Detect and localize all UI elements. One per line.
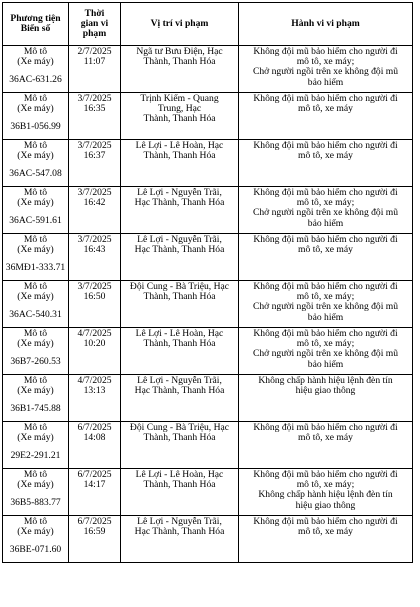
location-line: Hạc Thành, Thanh Hóa bbox=[134, 526, 225, 538]
violation-line: mô tô, xe máy; bbox=[296, 197, 355, 209]
location-line: Hạc Thành, Thanh Hóa bbox=[134, 244, 225, 256]
location-cell bbox=[121, 46, 239, 93]
license-plate: 36AC-591.61 bbox=[9, 215, 62, 227]
location-line: Lê Lợi - Lê Hoàn, Hạc bbox=[135, 140, 224, 151]
violation-line: hiệu giao thông bbox=[295, 499, 356, 511]
table-row bbox=[3, 93, 413, 140]
location-line: Đội Cung - Bà Triệu, Hạc bbox=[129, 281, 230, 292]
violation-line: mô tô, xe máy; bbox=[296, 56, 355, 68]
location-cell bbox=[121, 281, 239, 328]
violation-time: 16:42 bbox=[83, 197, 106, 209]
violation-cell bbox=[239, 469, 413, 516]
violations-table bbox=[2, 2, 413, 563]
license-plate: 36AC-631.26 bbox=[9, 74, 62, 86]
table-row bbox=[3, 328, 413, 375]
location-cell bbox=[121, 234, 239, 281]
license-plate: 36AC-540.31 bbox=[9, 309, 62, 321]
violation-line: Chở người ngồi trên xe không đội mũ bbox=[252, 301, 399, 313]
violation-line: Không đội mũ bảo hiểm cho người đi bbox=[253, 234, 398, 245]
violation-time: 16:35 bbox=[83, 103, 106, 115]
vehicle-type: (Xe máy) bbox=[17, 150, 54, 162]
location-cell bbox=[121, 469, 239, 516]
violation-cell bbox=[239, 46, 413, 93]
violation-time: 13:13 bbox=[83, 385, 106, 397]
vehicle-type: (Xe máy) bbox=[17, 432, 54, 444]
header-time bbox=[69, 3, 121, 46]
vehicle-kind: Mô tô bbox=[23, 140, 48, 151]
header-time-line1: Thời bbox=[84, 7, 105, 19]
location-line: Thành, Thanh Hóa bbox=[143, 432, 216, 444]
violation-cell bbox=[239, 234, 413, 281]
vehicle-type: (Xe máy) bbox=[17, 526, 54, 538]
violation-line: Không đội mũ bảo hiểm cho người đi bbox=[253, 46, 398, 57]
vehicle-cell bbox=[3, 516, 69, 563]
vehicle-kind: Mô tô bbox=[23, 93, 48, 104]
vehicle-kind: Mô tô bbox=[23, 422, 48, 433]
vehicle-type: (Xe máy) bbox=[17, 197, 54, 209]
violation-time: 11:07 bbox=[83, 56, 106, 68]
violation-cell bbox=[239, 328, 413, 375]
location-line: Lê Lợi - Nguyễn Trãi, bbox=[137, 234, 222, 245]
location-cell bbox=[121, 328, 239, 375]
violation-line: mô tô, xe máy bbox=[298, 526, 353, 538]
violation-line: hiệu giao thông bbox=[295, 385, 356, 397]
location-line: Thành, Thanh Hóa bbox=[143, 479, 216, 491]
table-row bbox=[3, 281, 413, 328]
table-row bbox=[3, 516, 413, 563]
location-line: Ngã tư Bưu Điện, Hạc bbox=[136, 46, 223, 57]
violation-date: 3/7/2025 bbox=[77, 187, 112, 198]
violation-line: Không đội mũ bảo hiểm cho người đi bbox=[253, 328, 398, 339]
location-line: Thành, Thanh Hóa bbox=[143, 56, 216, 68]
location-cell bbox=[121, 187, 239, 234]
vehicle-cell bbox=[3, 469, 69, 516]
location-line: Thành, Thanh Hóa bbox=[143, 150, 216, 162]
violation-line: mô tô, xe máy bbox=[298, 103, 353, 115]
time-cell bbox=[69, 46, 121, 93]
location-line: Trịnh Kiểm - Quang bbox=[140, 93, 219, 104]
vehicle-cell bbox=[3, 234, 69, 281]
vehicle-kind: Mô tô bbox=[23, 187, 48, 198]
violation-date: 3/7/2025 bbox=[77, 140, 112, 151]
violation-time: 16:50 bbox=[83, 291, 106, 303]
vehicle-type: (Xe máy) bbox=[17, 385, 54, 397]
violation-time: 10:20 bbox=[83, 338, 106, 350]
license-plate: 36B7-260.53 bbox=[10, 356, 61, 368]
time-cell bbox=[69, 281, 121, 328]
violation-time: 16:37 bbox=[83, 150, 106, 162]
violation-cell bbox=[239, 140, 413, 187]
location-line: Thành, Thanh Hóa bbox=[143, 338, 216, 350]
vehicle-cell bbox=[3, 93, 69, 140]
violation-line: bảo hiểm bbox=[307, 358, 344, 370]
location-line: Thành, Thanh Hóa bbox=[143, 291, 216, 303]
vehicle-cell bbox=[3, 375, 69, 422]
violation-line: Chở người ngồi trên xe không đội mũ bbox=[252, 207, 399, 219]
vehicle-cell bbox=[3, 328, 69, 375]
violation-cell bbox=[239, 281, 413, 328]
violation-time: 14:17 bbox=[83, 479, 106, 491]
time-cell bbox=[69, 422, 121, 469]
vehicle-type: (Xe máy) bbox=[17, 338, 54, 350]
violation-line: Không đội mũ bảo hiểm cho người đi bbox=[253, 422, 398, 433]
violation-line: Chở người ngồi trên xe không đội mũ bbox=[252, 348, 399, 360]
vehicle-cell bbox=[3, 281, 69, 328]
violation-date: 3/7/2025 bbox=[77, 93, 112, 104]
vehicle-cell bbox=[3, 187, 69, 234]
time-cell bbox=[69, 187, 121, 234]
location-cell bbox=[121, 93, 239, 140]
vehicle-kind: Mô tô bbox=[23, 469, 48, 480]
violation-date: 4/7/2025 bbox=[77, 375, 112, 386]
vehicle-type: (Xe máy) bbox=[17, 56, 54, 68]
license-plate: 36MĐ1-333.71 bbox=[5, 262, 66, 274]
violation-line: Không đội mũ bảo hiểm cho người đi bbox=[253, 93, 398, 104]
violation-time: 16:43 bbox=[83, 244, 106, 256]
table-row bbox=[3, 375, 413, 422]
table-row bbox=[3, 422, 413, 469]
license-plate: 29E2-291.21 bbox=[10, 450, 61, 462]
violation-line: Chở người ngồi trên xe không đội mũ bbox=[252, 66, 399, 78]
vehicle-type: (Xe máy) bbox=[17, 244, 54, 256]
violation-line: bảo hiểm bbox=[307, 76, 344, 88]
violation-line: Không đội mũ bảo hiểm cho người đi bbox=[253, 516, 398, 527]
location-line: Lê Lợi - Lê Hoàn, Hạc bbox=[135, 469, 224, 480]
location-line: Hạc Thành, Thanh Hóa bbox=[134, 385, 225, 397]
violation-date: 6/7/2025 bbox=[77, 469, 112, 480]
violation-date: 3/7/2025 bbox=[77, 234, 112, 245]
vehicle-kind: Mô tô bbox=[23, 516, 48, 527]
table-body bbox=[3, 46, 413, 563]
location-line: Lê Lợi - Lê Hoàn, Hạc bbox=[135, 328, 224, 339]
vehicle-cell bbox=[3, 140, 69, 187]
location-cell bbox=[121, 422, 239, 469]
license-plate: 36B1-056.99 bbox=[10, 121, 61, 133]
time-cell bbox=[69, 234, 121, 281]
header-violation: Hành vi vi phạm bbox=[239, 3, 413, 46]
vehicle-type: (Xe máy) bbox=[17, 291, 54, 303]
table-row bbox=[3, 46, 413, 93]
violation-line: mô tô, xe máy; bbox=[296, 479, 355, 491]
violation-line: mô tô, xe máy bbox=[298, 432, 353, 444]
vehicle-kind: Mô tô bbox=[23, 328, 48, 339]
violation-cell bbox=[239, 516, 413, 563]
vehicle-kind: Mô tô bbox=[23, 375, 48, 386]
violation-date: 3/7/2025 bbox=[77, 281, 112, 292]
violation-line: mô tô, xe máy; bbox=[296, 338, 355, 350]
violation-line: bảo hiểm bbox=[307, 217, 344, 229]
violation-line: bảo hiểm bbox=[307, 311, 344, 323]
license-plate: 36B5-883.77 bbox=[10, 497, 61, 509]
violation-time: 16:59 bbox=[83, 526, 106, 538]
vehicle-cell bbox=[3, 422, 69, 469]
violation-date: 6/7/2025 bbox=[77, 422, 112, 433]
license-plate: 36AC-547.08 bbox=[9, 168, 62, 180]
violation-line: Không đội mũ bảo hiểm cho người đi bbox=[253, 187, 398, 198]
location-cell bbox=[121, 375, 239, 422]
location-line: Hạc Thành, Thanh Hóa bbox=[134, 197, 225, 209]
license-plate: 36BE-071.60 bbox=[9, 544, 62, 556]
location-line: Thành, Thanh Hóa bbox=[143, 113, 216, 125]
violation-cell bbox=[239, 375, 413, 422]
time-cell bbox=[69, 516, 121, 563]
table-row bbox=[3, 469, 413, 516]
vehicle-kind: Mô tô bbox=[23, 46, 48, 57]
violation-line: mô tô, xe máy; bbox=[296, 291, 355, 303]
header-time-line3: phạm bbox=[82, 28, 107, 40]
time-cell bbox=[69, 375, 121, 422]
location-line: Đội Cung - Bà Triệu, Hạc bbox=[129, 422, 230, 433]
table-row bbox=[3, 140, 413, 187]
header-vehicle-line1: Phương tiện bbox=[10, 12, 61, 24]
time-cell bbox=[69, 140, 121, 187]
location-line: Lê Lợi - Nguyễn Trãi, bbox=[137, 375, 222, 386]
violation-date: 4/7/2025 bbox=[77, 328, 112, 339]
location-cell bbox=[121, 140, 239, 187]
violation-line: Không đội mũ bảo hiểm cho người đi bbox=[253, 469, 398, 480]
violation-date: 2/7/2025 bbox=[77, 46, 112, 57]
time-cell bbox=[69, 469, 121, 516]
violation-line: Không chấp hành hiệu lệnh đèn tín bbox=[258, 375, 393, 386]
location-line: Lê Lợi - Nguyễn Trãi, bbox=[137, 187, 222, 198]
violation-line: mô tô, xe máy bbox=[298, 244, 353, 256]
header-time-line2: gian vi bbox=[80, 17, 109, 29]
violation-cell bbox=[239, 422, 413, 469]
location-line: Trung, Hạc bbox=[157, 103, 202, 115]
vehicle-type: (Xe máy) bbox=[17, 103, 54, 115]
vehicle-kind: Mô tô bbox=[23, 234, 48, 245]
violation-line: Không đội mũ bảo hiểm cho người đi bbox=[253, 281, 398, 292]
violation-cell bbox=[239, 93, 413, 140]
violation-time: 14:08 bbox=[83, 432, 106, 444]
time-cell bbox=[69, 93, 121, 140]
violation-line: Không đội mũ bảo hiểm cho người đi bbox=[253, 140, 398, 151]
license-plate: 36B1-745.88 bbox=[10, 403, 61, 415]
vehicle-cell bbox=[3, 46, 69, 93]
header-vehicle-line2: Biển số bbox=[20, 23, 51, 34]
violation-date: 6/7/2025 bbox=[77, 516, 112, 527]
location-cell bbox=[121, 516, 239, 563]
violation-cell bbox=[239, 187, 413, 234]
time-cell bbox=[69, 328, 121, 375]
vehicle-kind: Mô tô bbox=[23, 281, 48, 292]
header-vehicle bbox=[3, 3, 69, 46]
table-row bbox=[3, 187, 413, 234]
violation-line: Không chấp hành hiệu lệnh đèn tín bbox=[258, 489, 393, 501]
table-header-row bbox=[3, 3, 413, 46]
table-row bbox=[3, 234, 413, 281]
header-location: Vị trí vi phạm bbox=[121, 3, 239, 46]
vehicle-type: (Xe máy) bbox=[17, 479, 54, 491]
location-line: Lê Lợi - Nguyễn Trãi, bbox=[137, 516, 222, 527]
violation-line: mô tô, xe máy bbox=[298, 150, 353, 162]
